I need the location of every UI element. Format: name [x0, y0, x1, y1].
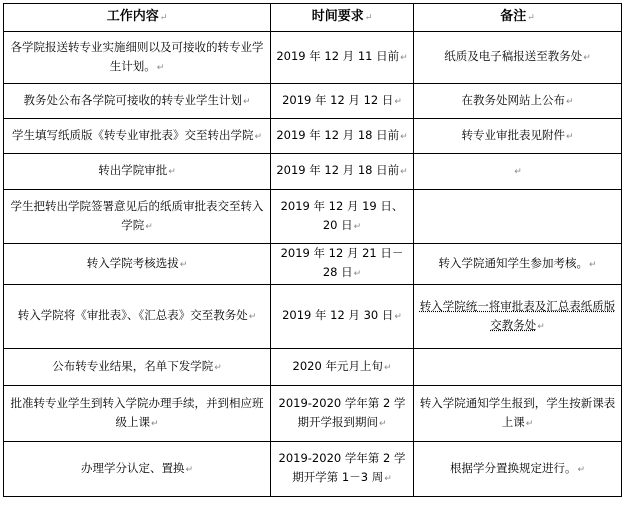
table-row [4, 386, 622, 442]
cell-note: 纸质及电子稿报送至教务处↵ [414, 32, 622, 84]
cell-note [414, 190, 622, 244]
cell-time: 2019-2020 学年第 2 学期开学第 1－3 周↵ [271, 442, 414, 497]
table-header-row [4, 4, 622, 32]
cell-time: 2019 年 12 月 18 日前↵ [271, 119, 414, 154]
cell-note: 转专业审批表见附件↵ [414, 119, 622, 154]
cell-content: 教务处公布各学院可接收的转专业学生计划↵ [4, 84, 271, 119]
cell-content: 办理学分认定、置换↵ [4, 442, 271, 497]
cell-content: 批准转专业学生到转入学院办理手续，并到相应班级上课↵ [4, 386, 271, 442]
cell-content: 学生把转出学院签署意见后的纸质审批表交至转入学院↵ [4, 190, 271, 244]
header-time-requirement: 时间要求↵ [271, 4, 414, 32]
cell-time: 2019 年 12 月 18 日前↵ [271, 154, 414, 190]
cell-content: 转出学院审批↵ [4, 154, 271, 190]
cell-note: 根据学分置换规定进行。↵ [414, 442, 622, 497]
cell-content: 转入学院考核选拔↵ [4, 244, 271, 285]
cell-time: 2019 年 12 月 19 日、20 日↵ [271, 190, 414, 244]
cell-note: ↵ [414, 154, 622, 190]
document-page [3, 3, 622, 497]
cell-time: 2019 年 12 月 11 日前↵ [271, 32, 414, 84]
table-row [4, 285, 622, 349]
transfer-schedule-table [3, 3, 622, 497]
header-remarks: 备注↵ [414, 4, 622, 32]
cell-time: 2020 年元月上旬↵ [271, 349, 414, 386]
table-row [4, 119, 622, 154]
cell-time: 2019 年 12 月 30 日↵ [271, 285, 414, 349]
cell-content: 各学院报送转专业实施细则以及可接收的转专业学生计划。↵ [4, 32, 271, 84]
table-row [4, 244, 622, 285]
cell-note: 转入学院通知学生报到，学生按新课表上课↵ [414, 386, 622, 442]
cell-time: 2019 年 12 月 12 日↵ [271, 84, 414, 119]
cell-note [414, 349, 622, 386]
cell-time: 2019 年 12 月 21 日－28 日↵ [271, 244, 414, 285]
cell-content: 公布转专业结果，名单下发学院↵ [4, 349, 271, 386]
cell-content: 转入学院将《审批表》、《汇总表》交至教务处↵ [4, 285, 271, 349]
cell-time: 2019-2020 学年第 2 学期开学报到期间↵ [271, 386, 414, 442]
cell-note: 转入学院通知学生参加考核。↵ [414, 244, 622, 285]
header-work-content: 工作内容↵ [4, 4, 271, 32]
table-row [4, 84, 622, 119]
table-row [4, 154, 622, 190]
table-row [4, 349, 622, 386]
table-row [4, 32, 622, 84]
cell-note: 在教务处网站上公布↵ [414, 84, 622, 119]
cell-content: 学生填写纸质版《转专业审批表》交至转出学院↵ [4, 119, 271, 154]
table-row [4, 442, 622, 497]
cell-note: 转入学院统一将审批表及汇总表纸质版交教务处↵ [414, 285, 622, 349]
table-row [4, 190, 622, 244]
